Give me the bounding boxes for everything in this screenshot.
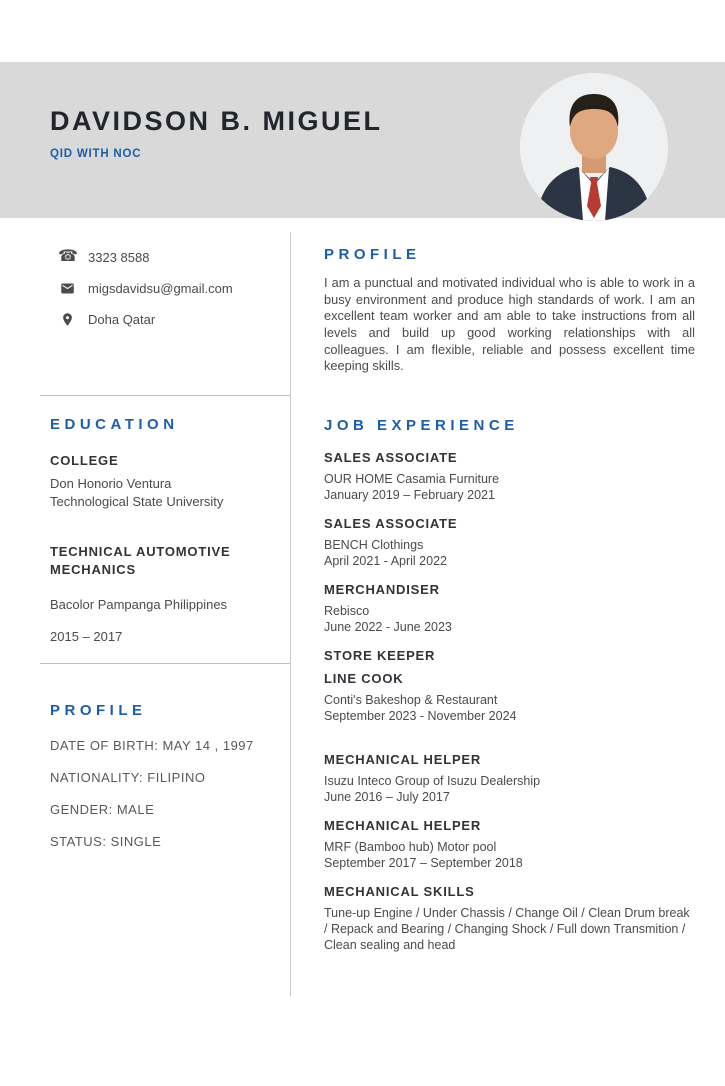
profile-photo: [520, 73, 668, 221]
education-course-label: TECHNICAL AUTOMOTIVE MECHANICS: [50, 544, 231, 577]
personal-heading: PROFILE: [50, 702, 147, 719]
job-title: MERCHANDISER: [324, 582, 440, 597]
left-column: [40, 232, 290, 996]
education-years: 2015 – 2017: [50, 629, 123, 645]
profile-section: [324, 232, 695, 417]
personal-section: [40, 664, 290, 851]
skills-title: MECHANICAL SKILLS: [324, 884, 475, 899]
education-school-line1: Don Honorio Ventura: [50, 475, 172, 491]
job-company: Conti's Bakeshop & Restaurant: [324, 693, 498, 707]
job-period: June 2016 – July 2017: [324, 790, 450, 804]
job-period: June 2022 - June 2023: [324, 620, 452, 634]
content-area: [0, 232, 725, 996]
phone-icon: ☎: [58, 248, 78, 265]
job-period: January 2019 – February 2021: [324, 488, 495, 502]
job-period: April 2021 - April 2022: [324, 554, 447, 568]
job-entry: [324, 450, 695, 503]
job-experience-section: [324, 417, 695, 996]
job-title: MECHANICAL HELPER: [324, 752, 482, 767]
personal-gender: GENDER: MALE: [50, 802, 155, 817]
right-column: [290, 232, 695, 996]
job-entry: [324, 516, 695, 569]
job-title: SALES ASSOCIATE: [324, 450, 458, 465]
contact-item-location: [58, 310, 290, 328]
avatar-illustration: [520, 73, 668, 221]
location-text: Doha Qatar: [88, 311, 156, 327]
job-title: SALES ASSOCIATE: [324, 516, 458, 531]
education-location: Bacolor Pampanga Philippines: [50, 597, 228, 613]
location-icon: [58, 312, 76, 327]
personal-nationality: NATIONALITY: FILIPINO: [50, 770, 206, 785]
job-title: MECHANICAL HELPER: [324, 818, 482, 833]
profile-paragraph: I am a punctual and motivated individual who is able to work in a busy environment and produce high standards of work. I am an excellent team worker and am able to take instructions from all levels and build up good working relationships with all colleagues. I am flexible, reliable and possess excellent time keeping skills.: [324, 275, 695, 374]
header-subtitle: QID WITH NOC: [50, 148, 142, 160]
job-company: OUR HOME Casamia Furniture: [324, 472, 500, 486]
profile-heading: PROFILE: [324, 246, 421, 263]
job-experience-heading: JOB EXPERIENCE: [324, 417, 519, 434]
personal-dob: DATE OF BIRTH: MAY 14 , 1997: [50, 738, 254, 753]
job-entry: [324, 818, 695, 871]
education-college-label: COLLEGE: [50, 453, 119, 468]
job-entry: [324, 582, 695, 635]
job-company: MRF (Bamboo hub) Motor pool: [324, 840, 497, 854]
job-company: Isuzu Inteco Group of Isuzu Dealership: [324, 774, 541, 788]
education-section: [40, 396, 290, 663]
job-title: LINE COOK: [324, 671, 404, 686]
phone-number: 3323 8588: [88, 249, 150, 265]
email-icon: [58, 281, 76, 296]
skills-text: Tune-up Engine / Under Chassis / Change Oil / Clean Drum break / Repack and Bearing / Changing Shock / Full down Transmition / Clean sealing and head: [324, 906, 690, 952]
person-name: DAVIDSON B. MIGUEL: [50, 106, 383, 136]
contact-item-email: [58, 279, 290, 297]
job-company: BENCH Clothings: [324, 538, 424, 552]
resume-page: [0, 62, 725, 996]
personal-status: STATUS: SINGLE: [50, 834, 162, 849]
skills-entry: [324, 884, 695, 953]
contact-section: [40, 232, 290, 395]
job-title: STORE KEEPER: [324, 648, 436, 663]
email-address: migsdavidsu@gmail.com: [88, 280, 233, 296]
job-entry: [324, 752, 695, 805]
education-heading: EDUCATION: [50, 416, 179, 433]
job-period: September 2017 – September 2018: [324, 856, 523, 870]
job-company: Rebisco: [324, 604, 370, 618]
education-school-line2: Technological State University: [50, 494, 224, 510]
contact-item-phone: [58, 248, 290, 266]
job-entry: [324, 648, 695, 724]
job-period: September 2023 - November 2024: [324, 709, 517, 723]
header-band: [0, 62, 725, 218]
